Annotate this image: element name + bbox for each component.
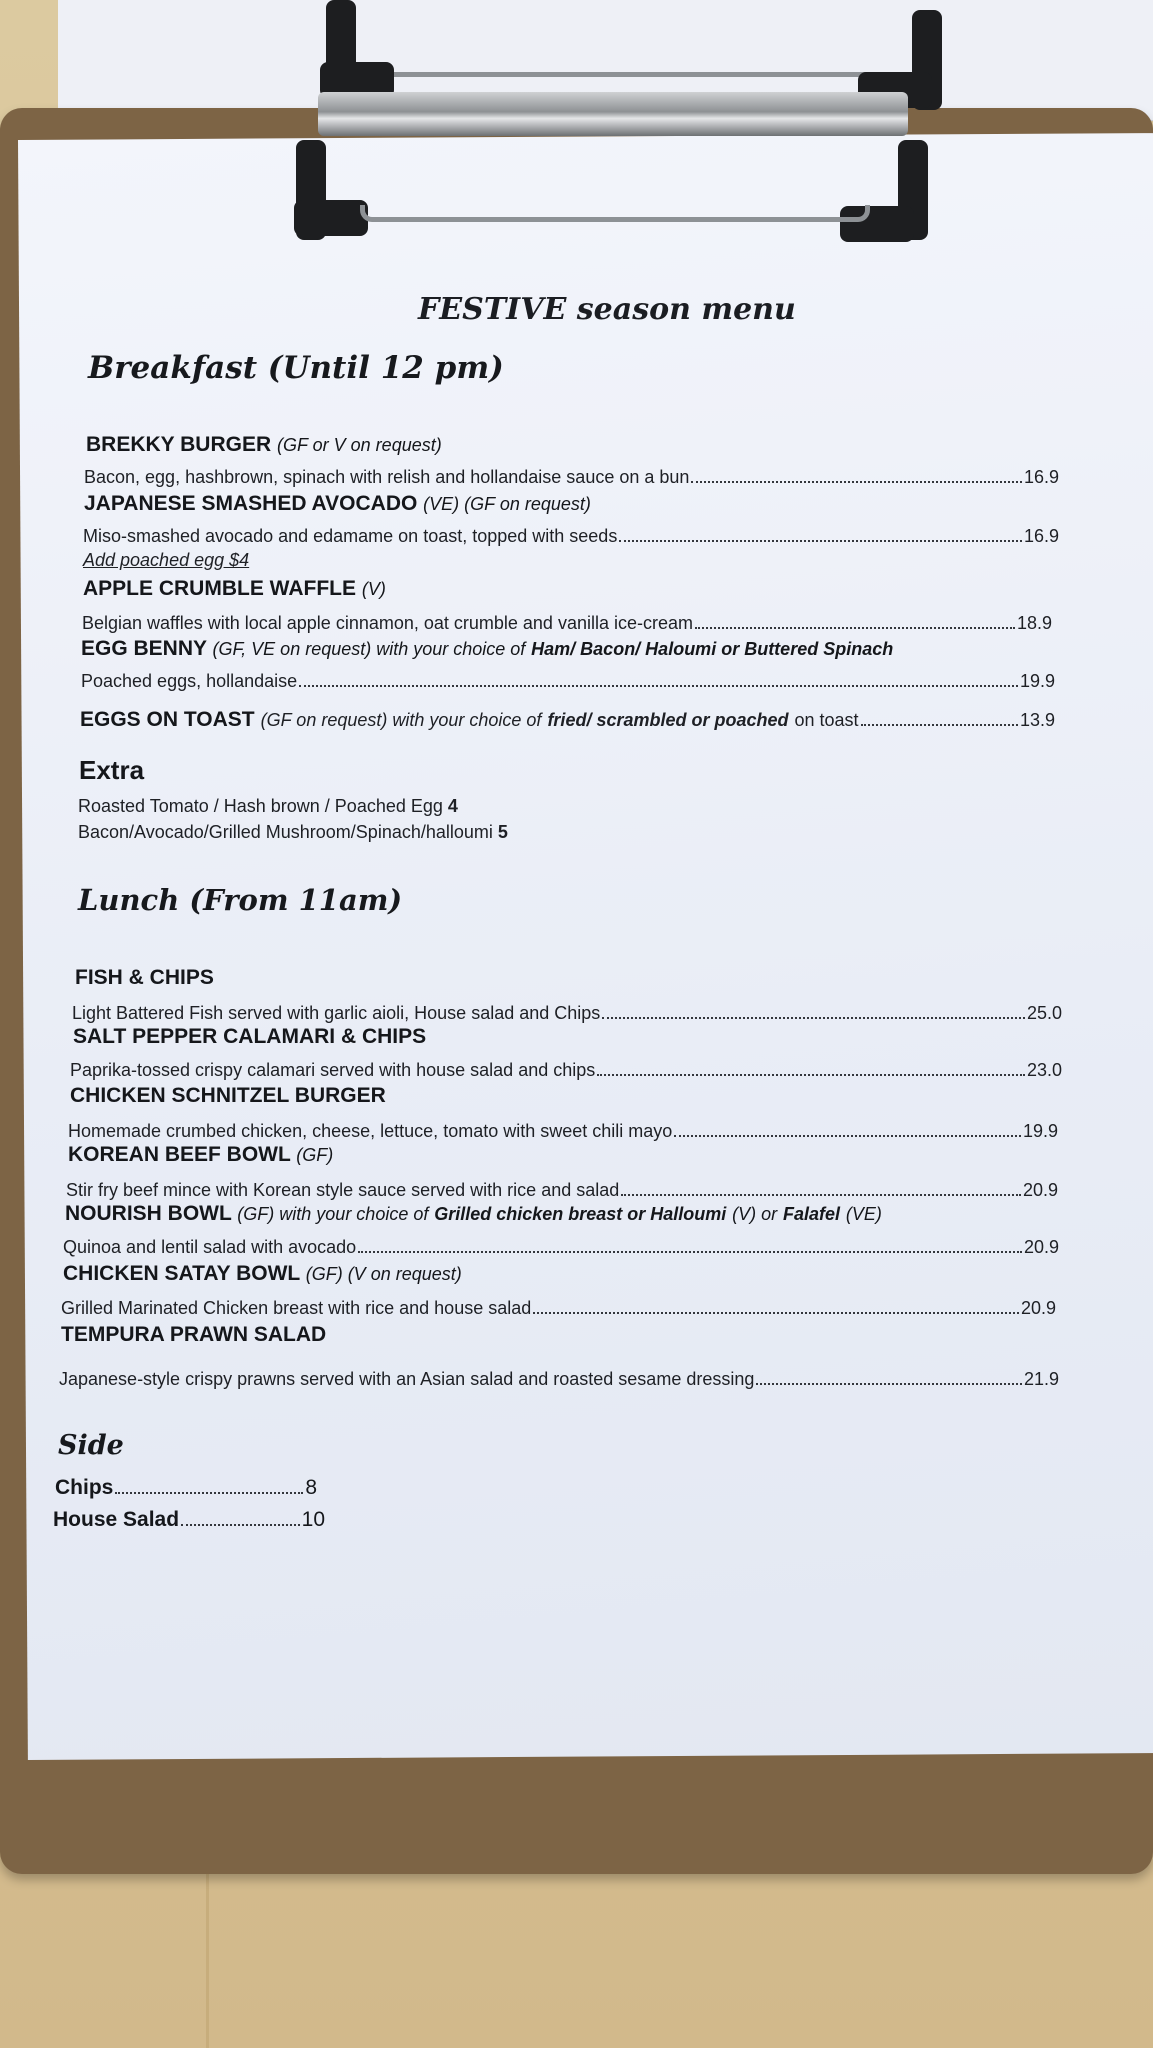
menu-item-price: 20.9 [1023, 1237, 1059, 1257]
extra-heading: Extra [79, 755, 145, 785]
menu-item-description: Bacon, egg, hashbrown, spinach with relish and hollandaise sauce on a bun 16.9 [84, 467, 1059, 487]
side-heading: Side [58, 1430, 124, 1461]
addon-note: Add poached egg $4 [83, 550, 250, 570]
menu-item-name: JAPANESE SMASHED AVOCADO (VE) (GF on request) [84, 492, 591, 515]
menu-item-description: Miso-smashed avocado and edamame on toast, topped with seeds 16.9 [83, 526, 1059, 546]
menu-item-price: 19.9 [1022, 1121, 1058, 1141]
side-item-price: 8 [305, 1476, 317, 1499]
menu-title: FESTIVE season menu [418, 292, 796, 327]
menu-item-name: FISH & CHIPS [75, 966, 214, 989]
menu-item-name: CHICKEN SCHNITZEL BURGER [70, 1084, 386, 1107]
menu-item-description: Stir fry beef mince with Korean style sauce served with rice and salad 20.9 [66, 1180, 1058, 1200]
menu-item-price: 23.0 [1026, 1060, 1062, 1080]
menu-item-description: Quinoa and lentil salad with avocado 20.9 [63, 1237, 1059, 1257]
menu-item-name: NOURISH BOWL (GF) with your choice of Grilled chicken breast or Halloumi (V) or Falafel (VE) [65, 1202, 882, 1225]
side-item: Chips 8 [55, 1476, 317, 1499]
side-item: House Salad 10 [53, 1508, 325, 1531]
menu-item-price: 16.9 [1023, 526, 1059, 546]
menu-item-description: Japanese-style crispy prawns served with an Asian salad and roasted sesame dressing 21.9 [59, 1369, 1059, 1389]
menu-item-name: SALT PEPPER CALAMARI & CHIPS [73, 1025, 427, 1048]
lunch-heading: Lunch (From 11am) [78, 883, 403, 917]
menu-item-price: 13.9 [1019, 710, 1055, 730]
menu-item-description: Light Battered Fish served with garlic aioli, House salad and Chips 25.0 [72, 1003, 1062, 1023]
menu-item-price: 21.9 [1023, 1369, 1059, 1389]
menu-item-name: EGG BENNY (GF, VE on request) with your choice of Ham/ Bacon/ Haloumi or Buttered Spinach [81, 637, 894, 660]
side-item-price: 10 [301, 1508, 325, 1531]
menu-item-description: Belgian waffles with local apple cinnamon, oat crumble and vanilla ice-cream 18.9 [82, 613, 1052, 633]
menu-item-name: TEMPURA PRAWN SALAD [61, 1323, 327, 1346]
menu-item-name: CHICKEN SATAY BOWL (GF) (V on request) [63, 1262, 462, 1285]
menu-item-description: Grilled Marinated Chicken breast with rice and house salad 20.9 [61, 1298, 1056, 1318]
menu-item-price: 18.9 [1016, 613, 1052, 633]
menu-item-inline: EGGS ON TOAST (GF on request) with your choice of fried/ scrambled or poached on toast 13.9 [80, 708, 1055, 731]
menu-item-name: BREKKY BURGER (GF or V on request) [86, 433, 442, 456]
breakfast-heading: Breakfast (Until 12 pm) [88, 350, 504, 386]
menu-item-description: Paprika-tossed crispy calamari served with house salad and chips 23.0 [70, 1060, 1062, 1080]
menu-item-description: Poached eggs, hollandaise 19.9 [81, 671, 1055, 691]
menu-item-description: Homemade crumbed chicken, cheese, lettuce, tomato with sweet chili mayo 19.9 [68, 1121, 1058, 1141]
extra-line: Roasted Tomato / Hash brown / Poached Egg 4 [78, 796, 458, 816]
menu-item-price: 25.0 [1026, 1003, 1062, 1023]
extra-line: Bacon/Avocado/Grilled Mushroom/Spinach/halloumi 5 [78, 822, 508, 842]
menu-item-name: APPLE CRUMBLE WAFFLE (V) [83, 577, 386, 600]
menu-item-price: 19.9 [1019, 671, 1055, 691]
menu-item-price: 20.9 [1022, 1180, 1058, 1200]
menu-item-name: KOREAN BEEF BOWL (GF) [68, 1143, 334, 1166]
menu-item-price: 16.9 [1023, 467, 1059, 487]
menu-item-price: 20.9 [1020, 1298, 1056, 1318]
